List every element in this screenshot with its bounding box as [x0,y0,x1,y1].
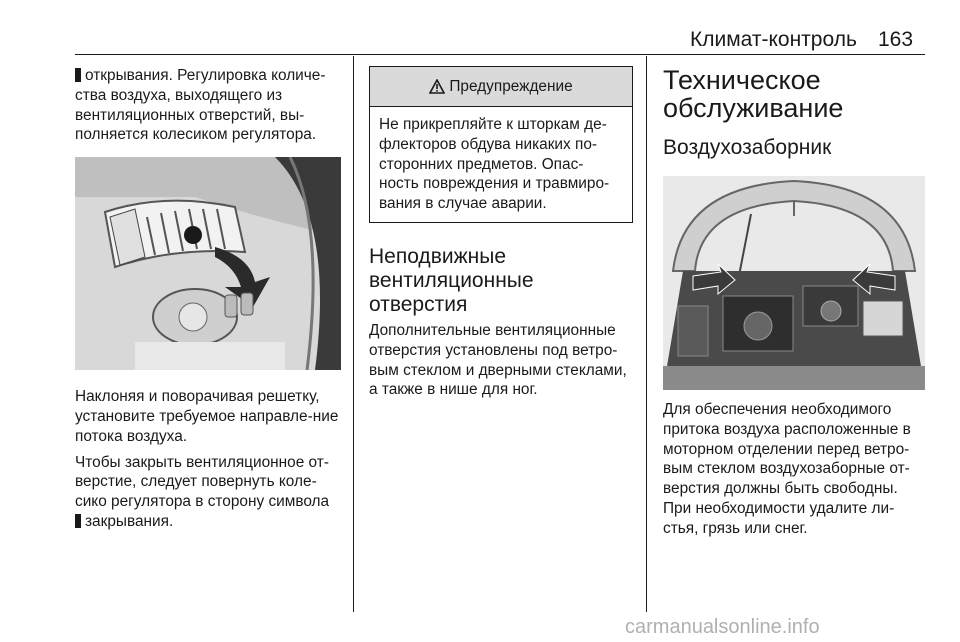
column-middle [369,66,635,400]
paragraph: Наклоняя и поворачивая решетку, установите требуемое направле-ние потока воздуха. [75,388,339,445]
watermark: carmanualsonline.info [625,616,820,638]
page-number: 163 [878,28,914,51]
warning-title: Предупреждение [449,77,573,95]
header-title: Климат-контроль [690,28,857,51]
column-separator [353,56,354,612]
paragraph: Дополнительные вентиляционные отверстия установлены под ветро-вым стеклом и дверными стеклами, а также в нише для ног. [369,321,627,399]
warning-text: Не прикрепляйте к шторкам де-флекторов обдува никаких по-сторонних предметов. Опас-ность повреждения и травмиро-вания в случае аварии. [379,116,610,213]
vent-photo [75,157,341,370]
closed-symbol-icon [75,514,81,528]
column-left [75,66,341,532]
column-separator [646,56,647,612]
warning-box [369,66,633,223]
warning-icon [429,79,445,94]
warning-header [370,67,632,107]
chapter-heading: Техническое обслуживание [663,65,844,123]
header-rule [75,54,925,55]
closed-symbol-icon [75,68,81,82]
engine-bay-photo [663,176,925,390]
section-heading: Неподвижные вентиляционные отверстия [369,244,534,316]
section-heading: Воздухозаборник [663,136,832,159]
paragraph: При необходимости удалите ли-стья, грязь или снег. [663,499,895,537]
column-right [663,66,925,539]
paragraph: открывания. Регулировка количе-ства воздуха, выходящего из вентиляционных отверстий, вы-полняется колесиком регулятора. [75,67,326,144]
paragraph: Для обеспечения необходимого притока воздуха расположенные в моторном отделении перед ветро-вым стеклом воздухозаборные от-верстия должны быть свободны. [663,401,911,498]
paragraph: Чтобы закрыть вентиляционное от-верстие, следует повернуть коле-сико регулятора в сторону символа закрывания. [75,453,330,530]
